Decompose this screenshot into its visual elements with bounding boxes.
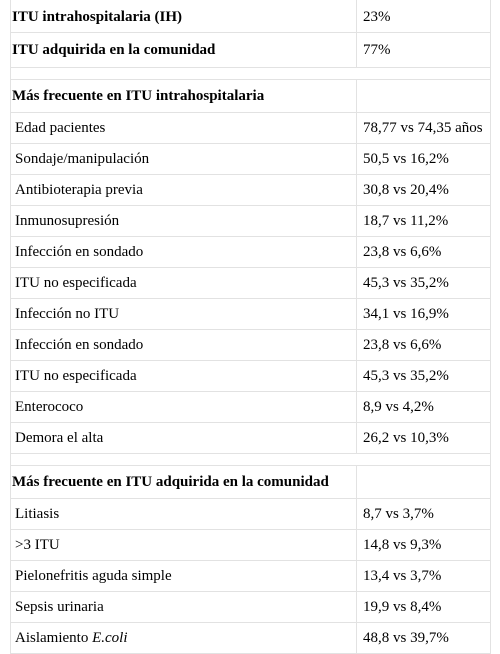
row-value: 50,5 vs 16,2%	[363, 150, 449, 167]
section-spacer	[11, 68, 490, 80]
row-label: Infección no ITU	[11, 299, 357, 329]
row-value: 78,77 vs 74,35 años	[363, 119, 483, 136]
row-label: Sondaje/manipulación	[11, 144, 357, 174]
section-header	[11, 80, 490, 113]
section-title: Más frecuente en ITU adquirida en la comunidad	[11, 466, 357, 498]
row-label: Enterococo	[11, 392, 357, 422]
section-header-empty	[357, 80, 490, 112]
row-label: Infección en sondado	[11, 237, 357, 267]
table-row	[11, 0, 490, 33]
row-label: ITU no especificada	[11, 268, 357, 298]
table-row	[11, 330, 490, 361]
row-label-italic: E.coli	[92, 629, 128, 646]
table-row	[11, 175, 490, 206]
section-spacer	[11, 454, 490, 466]
row-label: Sepsis urinaria	[11, 592, 357, 622]
table-row	[11, 206, 490, 237]
table-row	[11, 268, 490, 299]
row-label-text: Aislamiento	[15, 629, 89, 646]
row-value: 26,2 vs 10,3%	[363, 429, 449, 446]
table-row	[11, 299, 490, 330]
table-row	[11, 623, 490, 654]
table-row	[11, 361, 490, 392]
row-label: Antibioterapia previa	[11, 175, 357, 205]
summary-value: 77%	[363, 41, 391, 58]
table-row	[11, 144, 490, 175]
row-value: 34,1 vs 16,9%	[363, 305, 449, 322]
row-label: Infección en sondado	[11, 330, 357, 360]
table-row	[11, 33, 490, 68]
row-value: 48,8 vs 39,7%	[363, 629, 449, 646]
row-value: 8,9 vs 4,2%	[363, 398, 434, 415]
summary-label: ITU adquirida en la comunidad	[11, 33, 357, 67]
row-label: >3 ITU	[11, 530, 357, 560]
row-label: Pielonefritis aguda simple	[11, 561, 357, 591]
row-label: Edad pacientes	[11, 113, 357, 143]
table-row	[11, 392, 490, 423]
row-value: 45,3 vs 35,2%	[363, 367, 449, 384]
row-value: 19,9 vs 8,4%	[363, 598, 442, 615]
table-row	[11, 561, 490, 592]
row-value: 8,7 vs 3,7%	[363, 505, 434, 522]
row-label: ITU no especificada	[11, 361, 357, 391]
row-value: 23,8 vs 6,6%	[363, 336, 442, 353]
summary-value: 23%	[363, 9, 391, 25]
table-row	[11, 237, 490, 268]
row-value: 18,7 vs 11,2%	[363, 212, 449, 229]
table-row	[11, 113, 490, 144]
section-header-empty	[357, 466, 490, 498]
table-row	[11, 592, 490, 623]
row-value: 45,3 vs 35,2%	[363, 274, 449, 291]
row-label	[11, 623, 357, 653]
table-row	[11, 530, 490, 561]
row-value: 23,8 vs 6,6%	[363, 243, 442, 260]
row-value: 14,8 vs 9,3%	[363, 536, 442, 553]
section-header	[11, 466, 490, 499]
row-label: Litiasis	[11, 499, 357, 529]
row-label: Inmunosupresión	[11, 206, 357, 236]
data-table	[10, 0, 491, 654]
row-value: 13,4 vs 3,7%	[363, 567, 442, 584]
section-title: Más frecuente en ITU intrahospitalaria	[11, 80, 357, 112]
row-label: Demora el alta	[11, 423, 357, 453]
table-row	[11, 423, 490, 454]
table-row	[11, 499, 490, 530]
row-value: 30,8 vs 20,4%	[363, 181, 449, 198]
summary-label: ITU intrahospitalaria (IH)	[11, 0, 357, 32]
